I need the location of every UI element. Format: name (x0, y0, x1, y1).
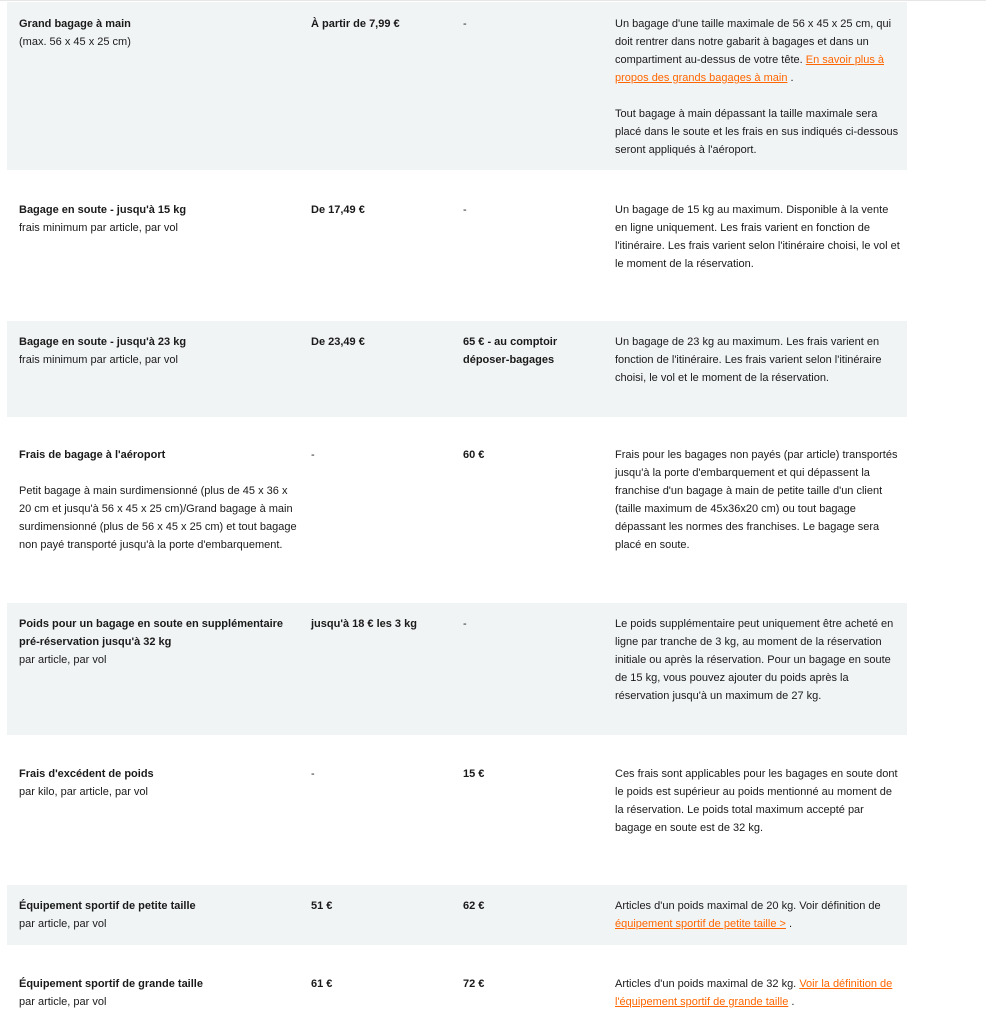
paragraph-gap (19, 464, 301, 482)
large-cabin-bag-info-link[interactable]: En savoir plus à propos des grands bagages à main (615, 54, 885, 84)
description-suffix: . (791, 996, 795, 1008)
table-row (7, 2, 907, 170)
item-subtitle: frais minimum par article, par vol (19, 354, 178, 366)
table-row (7, 321, 907, 417)
online-price: À partir de 7,99 € (311, 18, 400, 30)
description-text: Un bagage de 15 kg au maximum. Disponible à la vente en ligne uniquement. Les frais varient en fonction de l'itinéraire. Les frais varient selon l'itinéraire choisi, le vol et le moment de la réservation. (615, 204, 900, 270)
description-text: Le poids supplémentaire peut uniquement être acheté en ligne par tranche de 3 kg, au moment de la réservation initiale ou après la réservation. Pour un bagage en soute de 15 kg, vous pouvez ajouter du poids après la réservation jusqu'à un maximum de 27 kg. (615, 618, 894, 702)
description-text: Frais pour les bagages non payés (par article) transportés jusqu'à la porte d'embarquement et qui dépassent la franchise d'un bagage à main de petite taille d'un client (taille maximum de 45x36x20 cm) ou tout bagage dépassant les normes des franchises. Le bagage sera placé en soute. (615, 449, 898, 551)
description-text: Ces frais sont applicables pour les bagages en soute dont le poids est supérieur au poids mentionné au moment de la réservation. Le poids total maximum accepté par bagage en soute est de 32 kg. (615, 768, 898, 834)
table-row (7, 603, 907, 735)
item-title: Équipement sportif de grande taille (19, 978, 203, 990)
table-row (7, 885, 907, 945)
description-cell (615, 897, 901, 933)
description-suffix: . (788, 918, 793, 930)
online-price: 51 € (311, 900, 333, 912)
description-text: Un bagage de 23 kg au maximum. Les frais varient en fonction de l'itinéraire. Les frais varient selon l'itinéraire choisi, le vol et le moment de la réservation. (615, 336, 882, 384)
airport-price: 65 € - au comptoir déposer-bagages (463, 336, 558, 366)
item-title: Frais d'excédent de poids (19, 768, 154, 780)
airport-price: 62 € (463, 900, 485, 912)
online-price: - (311, 768, 315, 780)
airport-price: - (463, 618, 467, 630)
item-title: Équipement sportif de petite taille (19, 900, 196, 912)
item-title: Frais de bagage à l'aéroport (19, 449, 166, 461)
airport-price: - (463, 204, 467, 216)
item-cell (19, 446, 301, 554)
item-title: Grand bagage à main (19, 18, 131, 30)
item-title: Poids pour un bagage en soute en supplémentaire pré-réservation jusqu'à 32 kg (19, 618, 284, 648)
top-divider (0, 0, 986, 1)
item-cell (19, 765, 301, 801)
airport-price: 60 € (463, 449, 485, 461)
item-title: Bagage en soute - jusqu'à 15 kg (19, 204, 187, 216)
description-suffix: . (790, 72, 794, 84)
item-cell (19, 333, 301, 369)
online-price: De 23,49 € (311, 336, 365, 348)
table-row (7, 735, 907, 885)
item-subtitle: par article, par vol (19, 918, 107, 930)
airport-price: 72 € (463, 978, 485, 990)
online-price: jusqu'à 18 € les 3 kg (311, 618, 417, 630)
large-sports-equipment-link[interactable]: Voir la définition de l'équipement sportif de grande taille (615, 978, 893, 1008)
description-text: Articles d'un poids maximal de 32 kg. (615, 978, 797, 990)
table-row (7, 170, 907, 321)
item-subtitle: par article, par vol (19, 996, 107, 1008)
online-price: De 17,49 € (311, 204, 365, 216)
online-price: - (311, 449, 315, 461)
item-cell (19, 615, 301, 669)
item-subtitle: par article, par vol (19, 654, 107, 666)
item-subtitle: par kilo, par article, par vol (19, 786, 148, 798)
paragraph-gap (615, 87, 901, 105)
item-title: Bagage en soute - jusqu'à 23 kg (19, 336, 187, 348)
small-sports-equipment-link[interactable]: équipement sportif de petite taille > (615, 918, 786, 930)
item-cell (19, 975, 301, 1011)
item-cell (19, 897, 301, 933)
table-row (7, 417, 907, 603)
item-subtitle: (max. 56 x 45 x 25 cm) (19, 36, 131, 48)
description-cell (615, 15, 901, 159)
item-subtitle: frais minimum par article, par vol (19, 222, 178, 234)
description-text: Un bagage d'une taille maximale de 56 x 45 x 25 cm, qui doit rentrer dans notre gabarit à bagages et dans un compartiment au-dessus de votre tête. (615, 18, 892, 66)
item-subtitle: Petit bagage à main surdimensionné (plus de 45 x 36 x 20 cm et jusqu'à 56 x 45 x 25 cm)/Grand bagage à main surdimensionné (plus de 56 x 45 x 25 cm) et tout bagage non payé transporté jusqu'à la porte d'embarquement. (19, 485, 297, 551)
description-extra: Tout bagage à main dépassant la taille maximale sera placé dans le soute et les frais en sus indiqués ci-dessous seront appliqués à l'aéroport. (615, 108, 899, 156)
airport-price: 15 € (463, 768, 485, 780)
description-cell (615, 975, 901, 1011)
airport-price: - (463, 18, 467, 30)
description-text: Articles d'un poids maximal de 20 kg. Voir définition de (615, 900, 881, 912)
table-row (7, 945, 907, 1019)
item-cell (19, 201, 301, 237)
online-price: 61 € (311, 978, 333, 990)
item-cell (19, 15, 301, 51)
